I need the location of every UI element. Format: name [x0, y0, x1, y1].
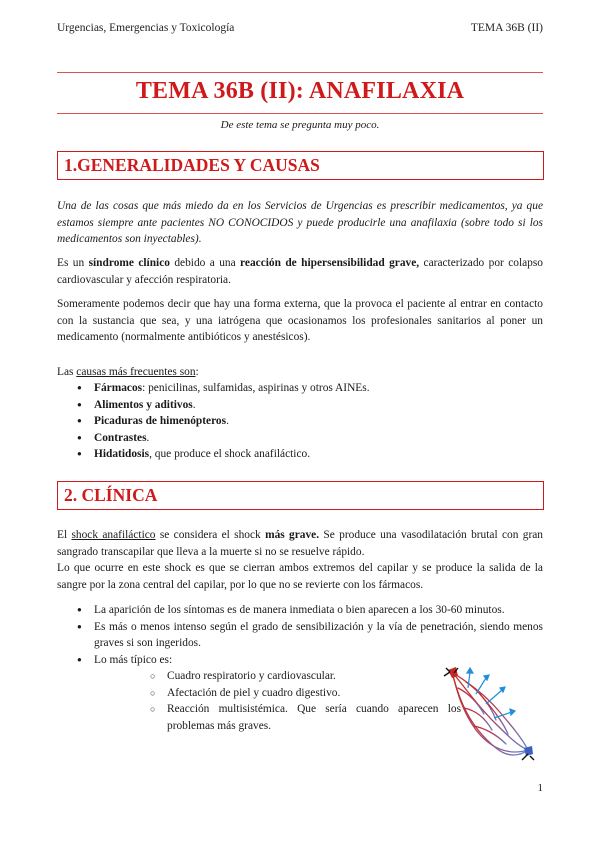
underlined-text: shock anafiláctico — [71, 529, 156, 541]
text-run: Lo más típico es: — [94, 653, 173, 666]
text-run: . — [192, 398, 196, 411]
text-run: se considera el shock — [155, 529, 266, 541]
bold-term: Fármacos — [94, 382, 143, 394]
bold-term: Contrastes — [94, 431, 147, 444]
section-heading-text: 2. CLÍNICA — [64, 485, 158, 505]
list-item: ● Es más o menos intenso según el grado de sensibilización y la vía de penetración, siendo menos graves si son ingeridos. — [57, 619, 543, 652]
bold-term: Picaduras de himenópteros — [94, 415, 227, 427]
shock-paragraph — [57, 527, 543, 560]
causes-intro — [57, 364, 543, 381]
clinic-sublist — [94, 668, 461, 734]
intro-paragraph: Una de las cosas que más miedo da en los Servicios de Urgencias es prescribir medicamentos, ya que estamos siempre ante pacientes NO CONOCIDOS y puede producirle una anafilaxia (sobre todo si los medicamentos son inyectables). — [57, 200, 543, 245]
section-heading-text: 1.GENERALIDADES Y CAUSAS — [64, 155, 320, 175]
title-rule-top — [57, 72, 543, 73]
underlined-text: causas más frecuentes son — [76, 366, 196, 378]
list-item — [57, 430, 543, 447]
section-heading-clinica — [57, 481, 544, 510]
capillary-paragraph: Lo que ocurre en este shock es que se cierran ambos extremos del capilar y se produce la salida de la sangre por la zona central del capilar, por lo que no se revierte con los fármacos. — [57, 562, 543, 591]
list-item — [57, 380, 543, 397]
page-title: TEMA 36B (II): ANAFILAXIA — [135, 78, 465, 104]
text-run: , que produce el shock anafiláctico. — [149, 448, 311, 460]
list-item — [57, 413, 543, 430]
bold-term: más grave. — [265, 529, 320, 541]
venule-end — [524, 746, 533, 756]
capillary-network — [452, 672, 528, 755]
text-run: : penicilinas, sulfamidas, aspirinas y otros AINEs. — [142, 382, 370, 394]
running-header-left: Urgencias, Emergencias y Toxicología — [57, 22, 235, 34]
bold-term: síndrome clínico — [88, 257, 170, 269]
definition-paragraph — [57, 255, 543, 288]
text-run: : — [195, 366, 199, 378]
text-run: Las — [57, 366, 77, 378]
list-item — [57, 397, 543, 414]
list-item — [57, 446, 543, 463]
page-number: 1 — [537, 782, 543, 794]
running-header-right: TEMA 36B (II) — [470, 22, 543, 34]
text-run: Es un — [57, 257, 89, 269]
list-item: ● La aparición de los síntomas es de manera inmediata o bien aparecen a los 30-60 minutos. — [57, 602, 543, 619]
text-run: Se produce una vasodilatación brutal con gran sangrado transcapilar que lleva a la muerte si no se resuelve rápido. — [57, 529, 543, 558]
page-subtitle: De este tema se pregunta muy poco. — [220, 119, 380, 131]
bold-term: Hidatidosis — [94, 448, 150, 460]
sub-list-item: ○ Afectación de piel y cuadro digestivo. — [94, 685, 461, 702]
text-run: caracterizado por colapso cardiovascular y afección respiratoria. — [57, 257, 543, 286]
text-run: debido a una — [169, 257, 241, 269]
bold-term: reacción de hipersensibilidad grave, — [240, 257, 420, 269]
forms-paragraph: Someramente podemos decir que hay una forma externa, que la provoca el paciente al entrar en contacto con la sustancia que sea, y una iatrógena que ocasionamos los profesionales sanitarios al poner un medicamento (normalmente antibióticos y anestésicos). — [57, 298, 543, 343]
text-run: . — [146, 431, 150, 444]
text-run: El — [57, 529, 72, 541]
bold-term: Alimentos y aditivos — [94, 398, 193, 411]
capillary-illustration — [436, 664, 546, 770]
section-heading-generalidades — [57, 151, 544, 180]
text-run: . — [226, 415, 229, 427]
causes-list — [57, 380, 543, 463]
sub-list-item: ○ Reacción multisistémica. Que sería cuando aparecen los problemas más graves. — [94, 701, 461, 734]
sub-list-item: ○ Cuadro respiratorio y cardiovascular. — [94, 668, 461, 685]
title-rule-bottom — [57, 113, 543, 114]
